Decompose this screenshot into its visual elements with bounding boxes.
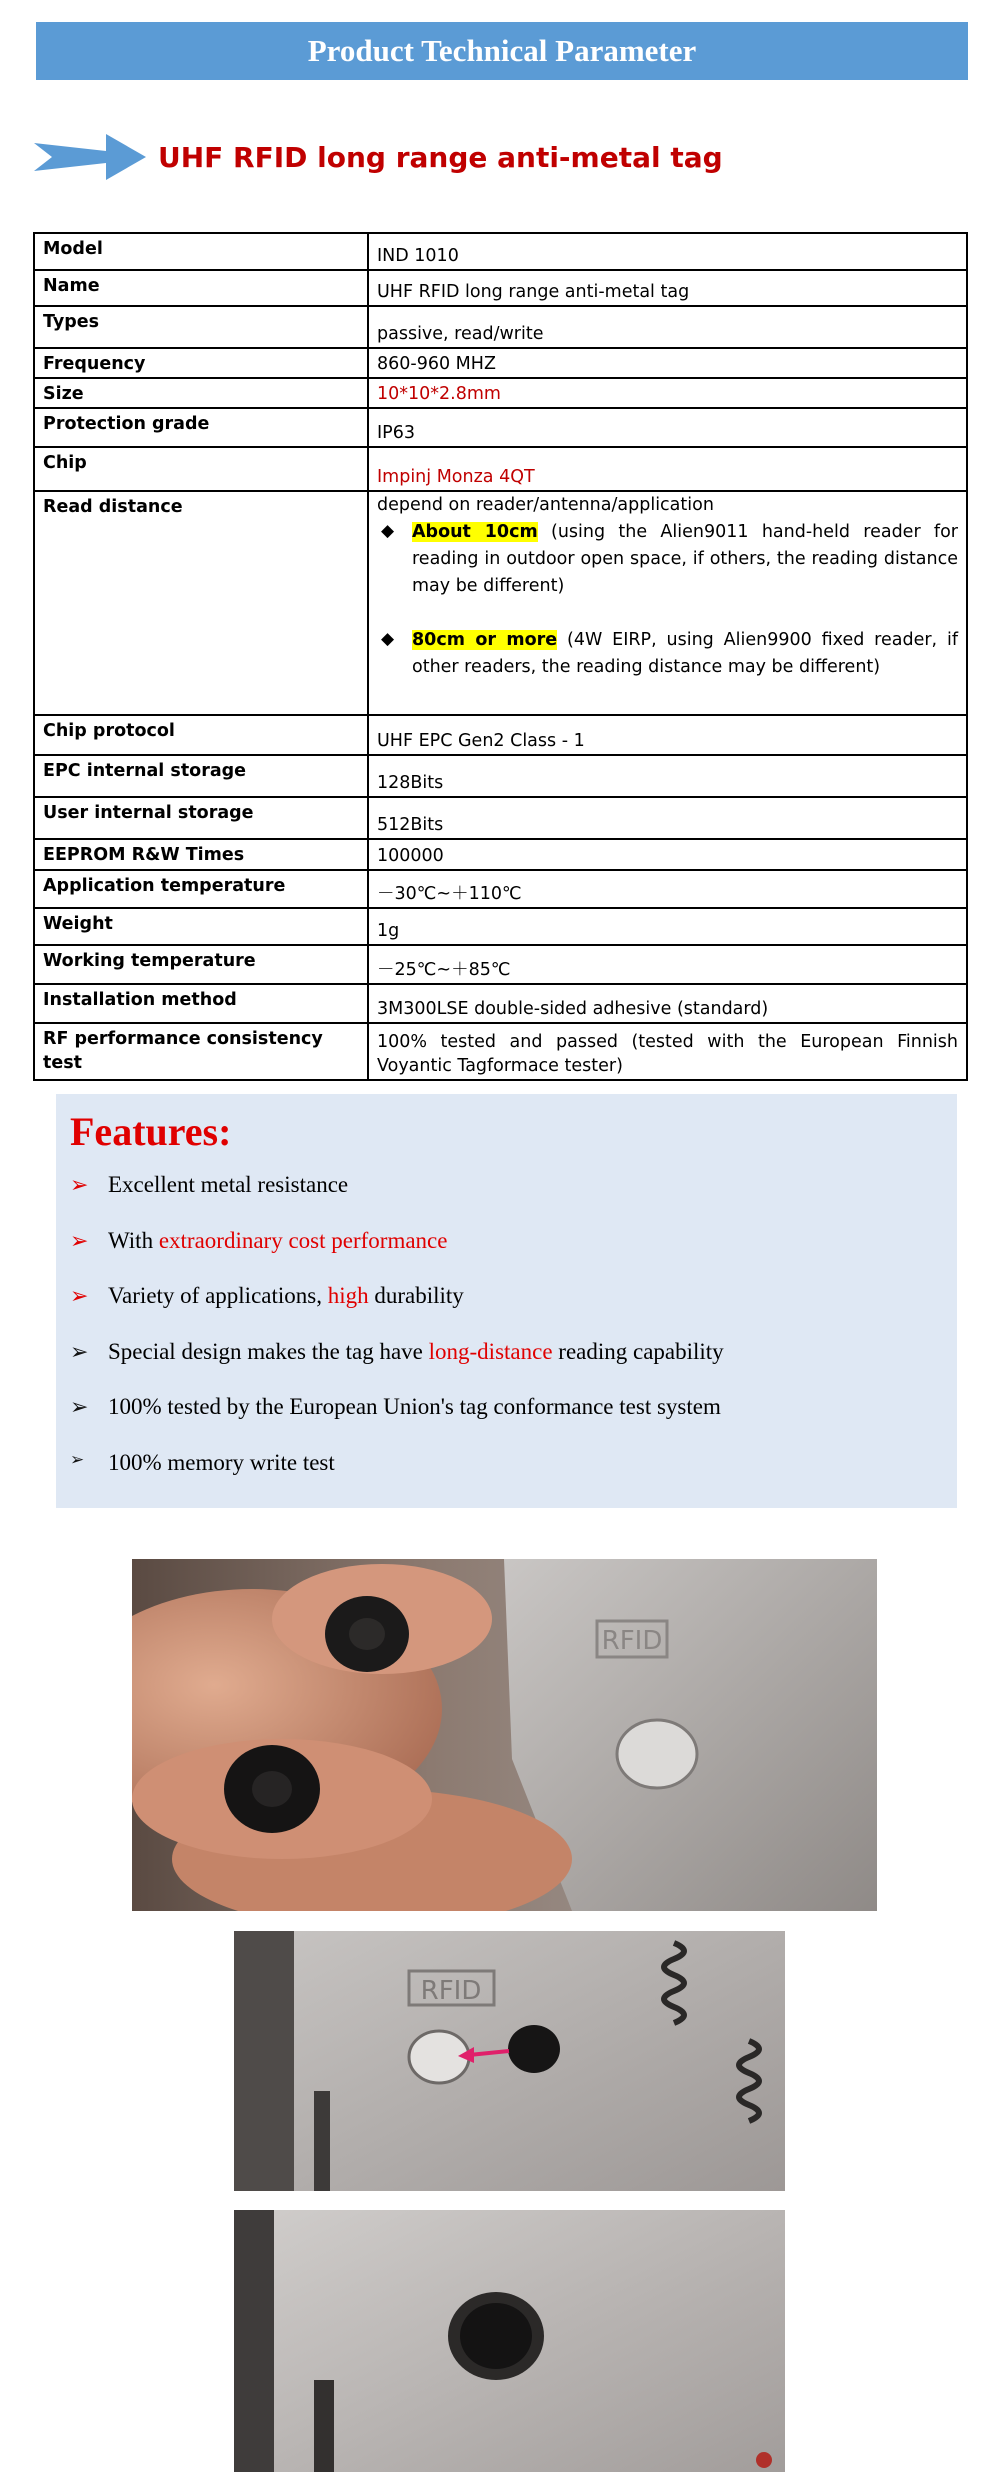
spec-value: 128Bits xyxy=(368,755,967,797)
spec-value: 100000 xyxy=(368,839,967,870)
table-row xyxy=(34,491,967,715)
list-item xyxy=(70,1228,940,1284)
table-row xyxy=(34,348,967,378)
table-row xyxy=(34,755,967,797)
arrowhead-bullet-icon: ➢ xyxy=(70,1338,89,1364)
spec-value: 3M300LSE double-sided adhesive (standard) xyxy=(368,984,967,1023)
table-row xyxy=(34,839,967,870)
spec-label: Types xyxy=(34,306,368,348)
feature-text: 100% tested by the European Union's tag conformance test system xyxy=(108,1394,721,1419)
engraving-text: RFID xyxy=(601,1626,663,1656)
spec-label: RF performance consistency test xyxy=(34,1023,368,1080)
diamond-bullet-icon: ◆ xyxy=(381,629,395,649)
spec-label: Working temperature xyxy=(34,945,368,984)
table-row xyxy=(34,870,967,908)
table-row xyxy=(34,378,967,408)
spec-value: 512Bits xyxy=(368,797,967,839)
list-item xyxy=(70,1394,940,1450)
spec-value: Impinj Monza 4QT xyxy=(368,447,967,491)
spec-label: Chip protocol xyxy=(34,715,368,755)
table-row xyxy=(34,233,967,270)
product-photo-recess xyxy=(234,1931,785,2191)
spec-label: Name xyxy=(34,270,368,306)
list-item xyxy=(70,1339,940,1395)
feature-text: 100% memory write test xyxy=(108,1449,335,1475)
read-distance-cell xyxy=(368,491,967,715)
read-distance-intro: depend on reader/antenna/application xyxy=(377,495,714,515)
features-panel xyxy=(56,1094,957,1508)
spec-label: Application temperature xyxy=(34,870,368,908)
table-row xyxy=(34,797,967,839)
arrowhead-bullet-icon: ➢ xyxy=(70,1227,89,1253)
table-row xyxy=(34,715,967,755)
spec-value: 1g xyxy=(368,908,967,945)
spec-value: 860-960 MHZ xyxy=(368,348,967,378)
arrowhead-bullet-icon: ➢ xyxy=(70,1283,89,1308)
product-photo-hand xyxy=(132,1559,877,1911)
bullet-text: (using the Alien9011 hand-held reader for reading in outdoor open space, if others, the reading distance may be different) xyxy=(412,522,958,596)
table-row xyxy=(34,1023,967,1080)
spec-label: Read distance xyxy=(34,491,368,715)
product-title: UHF RFID long range anti-metal tag xyxy=(158,140,723,174)
product-photo-mounted xyxy=(234,2210,785,2472)
feature-text: Excellent metal resistance xyxy=(108,1172,349,1197)
spec-label: Frequency xyxy=(34,348,368,378)
spec-label: Protection grade xyxy=(34,408,368,447)
spec-value: UHF RFID long range anti-metal tag xyxy=(368,270,967,306)
list-item xyxy=(70,1283,940,1339)
engraving-text: RFID xyxy=(420,1976,482,2006)
spec-label: EPC internal storage xyxy=(34,755,368,797)
spec-label: Size xyxy=(34,378,368,408)
table-row xyxy=(34,270,967,306)
list-item xyxy=(70,1450,940,1506)
read-distance-bullet xyxy=(377,627,958,681)
highlight-text: 80cm or more xyxy=(412,630,558,650)
spec-value: 100% tested and passed (tested with the European Finnish Voyantic Tagformace tester) xyxy=(368,1023,967,1080)
arrowhead-bullet-icon: ➢ xyxy=(70,1449,85,1469)
table-row xyxy=(34,908,967,945)
spec-value: －30℃~＋110℃ xyxy=(368,870,967,908)
product-subheading xyxy=(34,134,723,180)
spec-value: passive, read/write xyxy=(368,306,967,348)
arrowhead-bullet-icon: ➢ xyxy=(70,1172,89,1197)
spec-table xyxy=(33,232,968,1081)
table-row xyxy=(34,408,967,447)
spec-value: IP63 xyxy=(368,408,967,447)
list-item xyxy=(70,1172,940,1228)
read-distance-bullet xyxy=(377,519,958,600)
spec-label: Weight xyxy=(34,908,368,945)
table-row xyxy=(34,945,967,984)
bullet-text: (4W EIRP, using Alien9900 fixed reader, if other readers, the reading distance may be different) xyxy=(412,630,959,677)
spec-value: －25℃~＋85℃ xyxy=(368,945,967,984)
spec-label: Installation method xyxy=(34,984,368,1023)
spec-value: IND 1010 xyxy=(368,233,967,270)
spec-label: Chip xyxy=(34,447,368,491)
table-row xyxy=(34,984,967,1023)
features-title: Features: xyxy=(70,1109,232,1154)
table-row xyxy=(34,447,967,491)
spec-label: User internal storage xyxy=(34,797,368,839)
spec-value: UHF EPC Gen2 Class - 1 xyxy=(368,715,967,755)
spec-label: EEPROM R&W Times xyxy=(34,839,368,870)
diamond-bullet-icon: ◆ xyxy=(381,521,395,541)
table-row xyxy=(34,306,967,348)
header-banner: Product Technical Parameter xyxy=(36,22,968,80)
feature-text: Special design makes the tag have long-distance reading capability xyxy=(108,1338,724,1364)
highlight-text: About 10cm xyxy=(412,522,538,542)
spec-value: 10*10*2.8mm xyxy=(368,378,967,408)
features-list xyxy=(70,1172,940,1505)
feature-text: With extraordinary cost performance xyxy=(108,1227,448,1253)
spec-label: Model xyxy=(34,233,368,270)
arrow-right-icon xyxy=(34,134,146,180)
arrowhead-bullet-icon: ➢ xyxy=(70,1394,89,1419)
feature-text: Variety of applications, high durability xyxy=(108,1283,464,1308)
